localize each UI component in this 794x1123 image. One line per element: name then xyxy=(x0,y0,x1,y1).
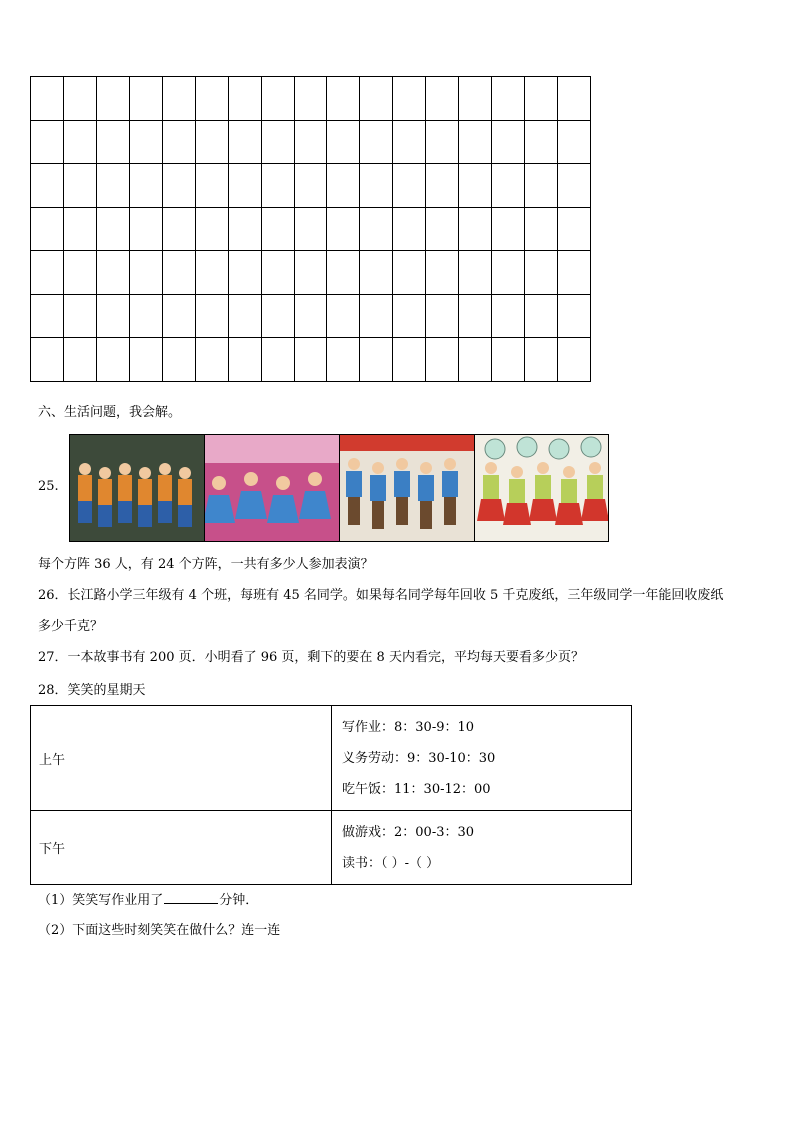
grid-cell xyxy=(426,294,459,338)
grid-cell xyxy=(31,120,64,164)
grid-cell xyxy=(261,251,294,295)
morning-item: 吃午饭：11：30-12：00 xyxy=(342,781,491,797)
grid-cell xyxy=(492,338,525,382)
grid-cell xyxy=(327,77,360,121)
question-26-line1: 26．长江路小学三年级有 4 个班，每班有 45 名同学。如果每名同学每年回收 5 千克废纸，三年级同学一年能回收废纸 xyxy=(38,588,724,603)
grid-cell xyxy=(459,251,492,295)
grid-cell xyxy=(459,207,492,251)
grid-cell xyxy=(459,294,492,338)
schedule-table xyxy=(30,705,632,885)
sub-question-2: （2）下面这些时刻笑笑在做什么？连一连 xyxy=(38,923,281,938)
grid-cell xyxy=(558,77,591,121)
grid-cell xyxy=(31,207,64,251)
afternoon-activities xyxy=(332,811,632,885)
grid-cell xyxy=(327,164,360,208)
grid-cell xyxy=(195,207,228,251)
grid-cell xyxy=(492,294,525,338)
grid-cell xyxy=(327,251,360,295)
writing-grid xyxy=(30,76,591,382)
grid-row xyxy=(31,251,591,295)
grid-cell xyxy=(492,77,525,121)
grid-cell xyxy=(426,251,459,295)
grid-cell xyxy=(525,251,558,295)
grid-cell xyxy=(294,164,327,208)
grid-cell xyxy=(261,207,294,251)
grid-cell xyxy=(327,120,360,164)
grid-cell xyxy=(31,164,64,208)
sub-question-1-prefix: （1）笑笑写作业用了 xyxy=(38,893,164,908)
panel-marchers-orange xyxy=(70,435,205,541)
grid-cell xyxy=(426,338,459,382)
grid-row xyxy=(31,77,591,121)
grid-cell xyxy=(558,120,591,164)
panel-dancers-blue xyxy=(205,435,340,541)
grid-cell xyxy=(360,164,393,208)
grid-row xyxy=(31,338,591,382)
grid-row xyxy=(31,120,591,164)
grid-cell xyxy=(393,120,426,164)
grid-cell xyxy=(558,164,591,208)
grid-cell xyxy=(492,164,525,208)
grid-cell xyxy=(228,207,261,251)
grid-cell xyxy=(459,338,492,382)
grid-cell xyxy=(228,120,261,164)
grid-cell xyxy=(294,294,327,338)
grid-cell xyxy=(426,207,459,251)
parade-illustration xyxy=(69,434,609,542)
grid-cell xyxy=(261,338,294,382)
grid-cell xyxy=(360,251,393,295)
grid-cell xyxy=(525,207,558,251)
grid-cell xyxy=(558,207,591,251)
grid-cell xyxy=(393,251,426,295)
grid-cell xyxy=(96,164,129,208)
grid-cell xyxy=(393,207,426,251)
grid-cell xyxy=(228,164,261,208)
grid-cell xyxy=(525,77,558,121)
morning-item: 义务劳动：9：30-10：30 xyxy=(342,750,496,766)
grid-cell xyxy=(63,120,96,164)
grid-cell xyxy=(96,207,129,251)
grid-cell xyxy=(459,77,492,121)
grid-cell xyxy=(162,77,195,121)
grid-cell xyxy=(525,120,558,164)
grid-cell xyxy=(294,120,327,164)
afternoon-item: 读书：（ ）-（ ） xyxy=(342,855,440,871)
grid-cell xyxy=(525,338,558,382)
grid-cell xyxy=(261,77,294,121)
grid-cell xyxy=(492,251,525,295)
grid-row xyxy=(31,207,591,251)
question-26-line2: 多少千克？ xyxy=(38,619,104,634)
grid-cell xyxy=(393,294,426,338)
panel-marchers-blue-flags xyxy=(340,435,475,541)
grid-cell xyxy=(294,207,327,251)
grid-cell xyxy=(459,120,492,164)
grid-cell xyxy=(162,207,195,251)
grid-cell xyxy=(129,164,162,208)
grid-cell xyxy=(162,120,195,164)
grid-cell xyxy=(31,77,64,121)
grid-cell xyxy=(459,164,492,208)
grid-cell xyxy=(63,338,96,382)
grid-cell xyxy=(195,338,228,382)
grid-cell xyxy=(96,294,129,338)
grid-cell xyxy=(327,338,360,382)
grid-cell xyxy=(360,338,393,382)
grid-cell xyxy=(96,251,129,295)
grid-cell xyxy=(426,77,459,121)
grid-cell xyxy=(360,120,393,164)
section-heading: 六、生活问题，我会解。 xyxy=(38,405,182,420)
afternoon-label: 下午 xyxy=(31,811,332,885)
morning-label: 上午 xyxy=(31,706,332,811)
grid-cell xyxy=(195,251,228,295)
grid-cell xyxy=(129,77,162,121)
panel-marchers-yellow-balloons xyxy=(475,435,609,541)
grid-cell xyxy=(31,338,64,382)
morning-item: 写作业：8：30-9：10 xyxy=(342,719,475,735)
grid-cell xyxy=(525,294,558,338)
grid-cell xyxy=(558,338,591,382)
grid-cell xyxy=(426,164,459,208)
grid-cell xyxy=(63,294,96,338)
grid-cell xyxy=(96,77,129,121)
grid-cell xyxy=(195,164,228,208)
grid-cell xyxy=(228,251,261,295)
grid-cell xyxy=(558,251,591,295)
grid-cell xyxy=(393,77,426,121)
grid-cell xyxy=(294,251,327,295)
grid-cell xyxy=(63,207,96,251)
grid-cell xyxy=(129,207,162,251)
grid-cell xyxy=(162,338,195,382)
grid-cell xyxy=(360,77,393,121)
grid-cell xyxy=(327,207,360,251)
grid-cell xyxy=(525,164,558,208)
grid-cell xyxy=(294,338,327,382)
grid-cell xyxy=(129,338,162,382)
grid-cell xyxy=(96,120,129,164)
grid-cell xyxy=(492,207,525,251)
grid-cell xyxy=(426,120,459,164)
grid-cell xyxy=(393,164,426,208)
grid-row xyxy=(31,164,591,208)
grid-cell xyxy=(31,251,64,295)
grid-cell xyxy=(261,294,294,338)
grid-row xyxy=(31,294,591,338)
question-28-title: 28．笑笑的星期天 xyxy=(38,683,146,698)
grid-cell xyxy=(558,294,591,338)
grid-cell xyxy=(261,120,294,164)
grid-cell xyxy=(195,77,228,121)
grid-cell xyxy=(393,338,426,382)
morning-activities xyxy=(332,706,632,811)
grid-cell xyxy=(31,294,64,338)
grid-cell xyxy=(228,77,261,121)
sub-question-1-suffix: 分钟． xyxy=(219,893,259,908)
question-25-number: 25. xyxy=(38,479,59,494)
answer-blank[interactable] xyxy=(164,891,218,904)
grid-cell xyxy=(228,338,261,382)
grid-cell xyxy=(129,294,162,338)
grid-cell xyxy=(360,294,393,338)
grid-cell xyxy=(129,251,162,295)
grid-cell xyxy=(162,251,195,295)
sub-question-1 xyxy=(38,891,258,910)
grid-cell xyxy=(261,164,294,208)
grid-cell xyxy=(195,294,228,338)
grid-cell xyxy=(294,77,327,121)
grid-cell xyxy=(327,294,360,338)
grid-cell xyxy=(63,164,96,208)
question-25-text: 每个方阵 36 人，有 24 个方阵，一共有多少人参加表演？ xyxy=(38,557,374,572)
grid-cell xyxy=(162,294,195,338)
grid-cell xyxy=(63,251,96,295)
question-27-text: 27．一本故事书有 200 页．小明看了 96 页，剩下的要在 8 天内看完，平均每天要看多少页？ xyxy=(38,650,584,665)
grid-cell xyxy=(492,120,525,164)
afternoon-item: 做游戏：2：00-3：30 xyxy=(342,824,475,840)
grid-cell xyxy=(162,164,195,208)
grid-cell xyxy=(195,120,228,164)
grid-cell xyxy=(129,120,162,164)
grid-cell xyxy=(228,294,261,338)
grid-cell xyxy=(63,77,96,121)
grid-cell xyxy=(96,338,129,382)
grid-cell xyxy=(360,207,393,251)
